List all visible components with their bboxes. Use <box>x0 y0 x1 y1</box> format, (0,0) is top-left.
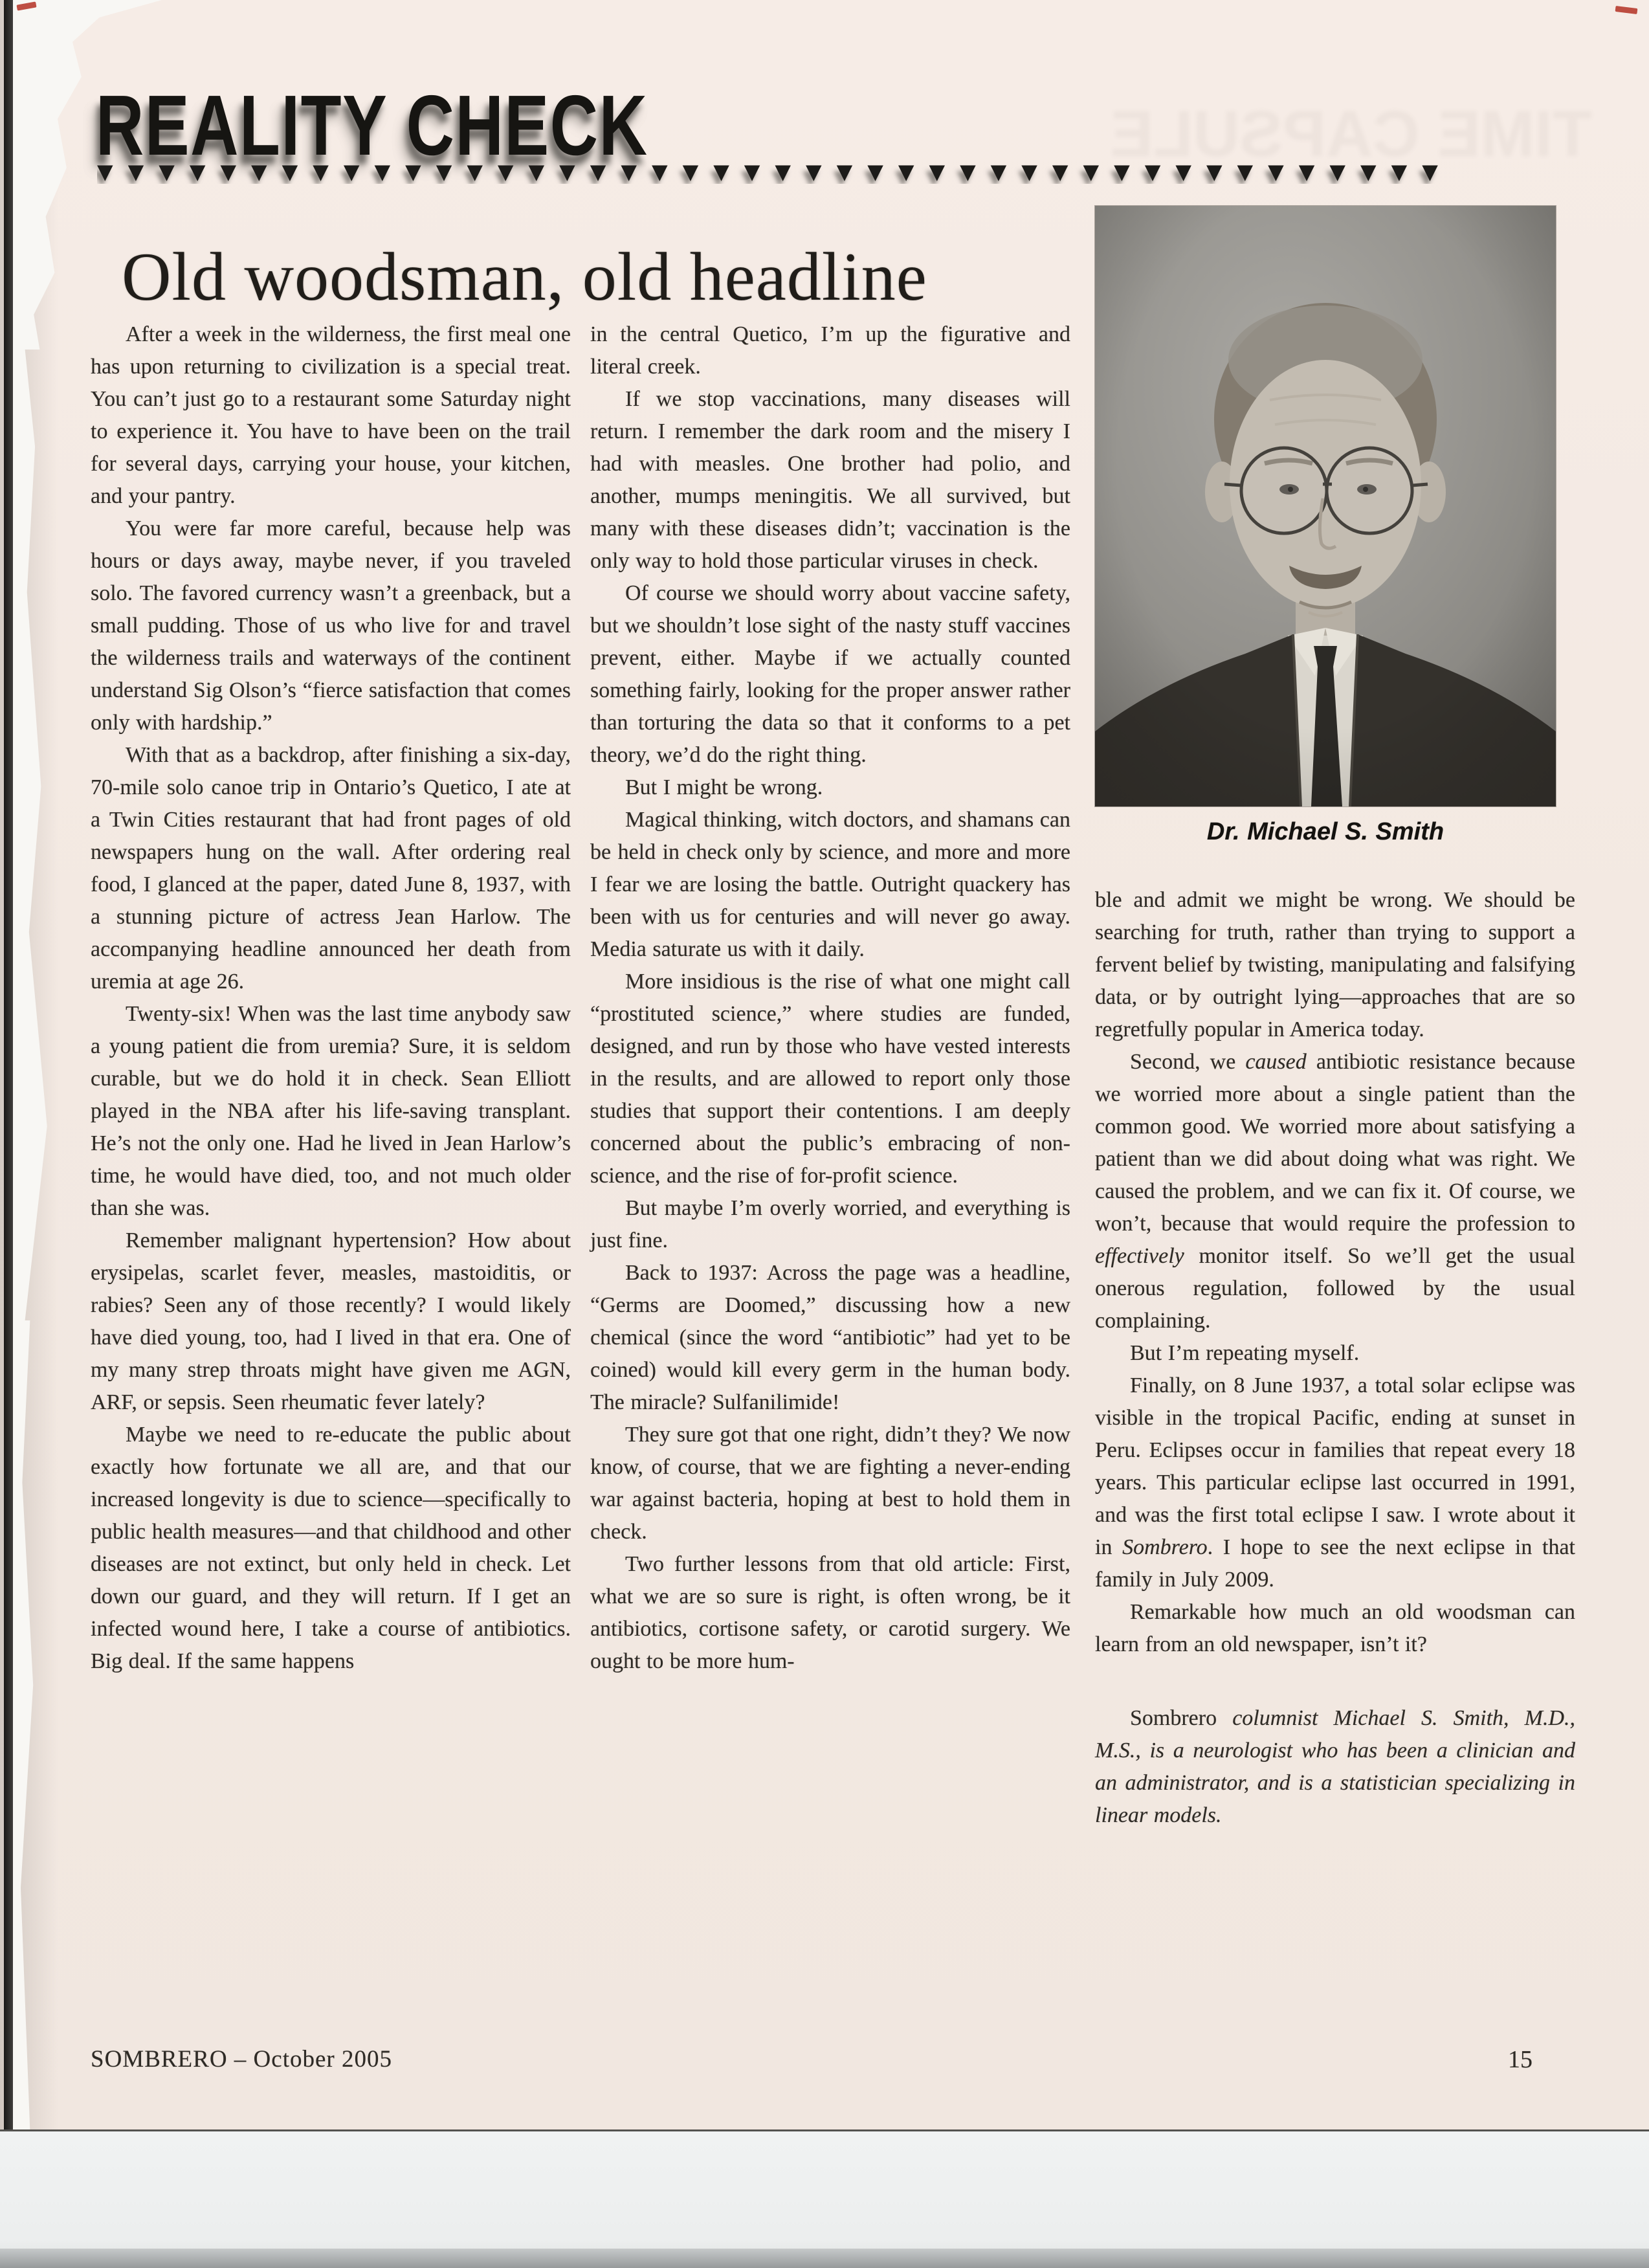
portrait-figure <box>1095 206 1556 848</box>
torn-paper-edge <box>13 1320 44 2131</box>
article-headline: Old woodsman, old headline <box>122 239 927 315</box>
text-column-2 <box>590 318 1070 1678</box>
scanner-bed <box>0 2131 1649 2268</box>
text-column-1 <box>91 318 571 1678</box>
paragraph: Twenty-six! When was the last time anybody saw a young patient die from uremia? Sure, it is seldom curable, but we do hold it in check. Sean Elliott played in the NBA after his life-saving transplant. He’s not the only one. Had he lived in Jean Harlow’s time, he would have died, too, and not much older than she was. <box>91 1002 571 1220</box>
column-3-text <box>1095 884 1575 1832</box>
paragraph: Remember malignant hypertension? How about erysipelas, scarlet fever, measles, mastoiditis, or rabies? Seen any of those recently? I would likely have died young, too, had I lived in that era. One of my many strep throats might have given me AGN, ARF, or sepsis. Seen rheumatic fever lately? <box>91 1228 571 1414</box>
scan-edge-shadow <box>4 0 14 2131</box>
paragraph: They sure got that one right, didn’t they? We now know, of course, that we are fighting a never-ending war against bacteria, hoping at best to hold them in check. <box>590 1423 1070 1544</box>
paragraph: After a week in the wilderness, the first meal one has upon returning to civilization is a special treat. You can’t just go to a restaurant some Saturday night to experience it. You have to have been on the trail for several days, carrying your house, your kitchen, and your pantry. <box>91 322 571 508</box>
red-mark <box>1615 6 1638 14</box>
scanner-bed-strip <box>0 2249 1649 2268</box>
triangle-divider-icon: ▼▼▼▼▼▼▼▼▼▼▼▼▼▼▼▼▼▼▼▼▼▼▼▼▼▼▼▼▼▼▼▼▼▼▼▼▼▼▼▼▼▼▼▼ <box>97 159 1453 184</box>
paragraph: More insidious is the rise of what one might call “prostituted science,” where studies are funded, designed, and run by those who have vested interests in the results, and are allowed to report only those studies that support their contentions. I am deeply concerned about the public’s embracing of non-science, and the rise of for-profit science. <box>590 970 1070 1188</box>
paragraph: But maybe I’m overly worried, and everything is just fine. <box>590 1196 1070 1252</box>
paragraph: Second, we caused antibiotic resistance because we worried more about a single patient than the common good. We worried more about satisfying a patient than we did about doing what was right. We caused the problem, and we can fix it. Of course, we won’t, because that would require the profession to effectively monitor itself. So we’ll get the usual onerous regulation, followed by the usual complaining. <box>1095 1050 1575 1333</box>
paragraph: Finally, on 8 June 1937, a total solar eclipse was visible in the tropical Pacific, ending at sunset in Peru. Eclipses occur in families that repeat every 18 years. This particular eclipse last occurred in 1991, and was the first total eclipse I saw. I wrote about it in Sombrero. I hope to see the next eclipse in that family in July 2009. <box>1095 1373 1575 1592</box>
photo-caption: Dr. Michael S. Smith <box>1206 818 1444 845</box>
author-bio: Sombrero columnist Michael S. Smith, M.D., M.S., is a neurologist who has been a clinician and an administrator, and is a statistician specializing in linear models. <box>1095 1706 1575 1827</box>
page-number: 15 <box>1508 2046 1533 2073</box>
portrait-photo <box>1095 206 1556 806</box>
paragraph: ble and admit we might be wrong. We should be searching for truth, rather than trying to support a fervent belief by twisting, manipulating and falsifying data, or by outright lying—approaches that are so regretfully popular in America today. <box>1095 888 1575 1041</box>
text-column-3 <box>1095 206 1575 1832</box>
paragraph: Two further lessons from that old article: First, what we are so sure is right, is often wrong, be it antibiotics, cortisone safety, or carotid surgery. We ought to be more hum- <box>590 1552 1070 1673</box>
bleed-through-ghost-text: TIME CAPSULE <box>1110 98 1592 170</box>
paragraph: in the central Quetico, I’m up the figurative and literal creek. <box>590 322 1070 379</box>
paragraph: Of course we should worry about vaccine safety, but we shouldn’t lose sight of the nasty stuff vaccines prevent, either. Maybe if we actually counted something fairly, looking for the proper answer rather than torturing the data so that it conforms to a pet theory, we’d do the right thing. <box>590 581 1070 767</box>
paragraph: With that as a backdrop, after finishing a six-day, 70-mile solo canoe trip in Ontario’s Quetico, I ate at a Twin Cities restaurant that had front pages of old newspapers hung on the wall. After ordering real food, I glanced at the paper, dated June 8, 1937, with a stunning picture of actress Jean Harlow. The accompanying headline announced her death from uremia at age 26. <box>91 743 571 994</box>
paragraph: But I’m repeating myself. <box>1130 1341 1360 1365</box>
paragraph: You were far more careful, because help was hours or days away, maybe never, if you traveled solo. The favored currency wasn’t a greenback, but a small pudding. Those of us who live for and travel the wilderness trails and waterways of the continent understand Sig Olson’s “fierce satisfaction that comes only with hardship.” <box>91 517 571 735</box>
paragraph: Back to 1937: Across the page was a headline, “Germs are Doomed,” discussing how a new chemical (since the word “antibiotic” had yet to be coined) would kill every germ in the human body. The miracle? Sulfanilimide! <box>590 1261 1070 1414</box>
paragraph: Remarkable how much an old woodsman can learn from an old newspaper, isn’t it? <box>1095 1600 1575 1656</box>
paragraph: Maybe we need to re-educate the public about exactly how fortunate we all are, and that our increased longevity is due to science—specifically to public health measures—and that childhood and other diseases are not extinct, but only held in check. Let down our guard, and they will return. If I get an infected wound here, I take a course of antibiotics. Big deal. If the same happens <box>91 1423 571 1673</box>
torn-paper-edge <box>13 350 53 1320</box>
paragraph: If we stop vaccinations, many diseases will return. I remember the dark room and the misery I had with measles. One brother had polio, and another, mumps meningitis. We all survived, but many with these diseases didn’t; vaccination is the only way to hold those particular viruses in check. <box>590 387 1070 573</box>
journal-footer: SOMBRERO – October 2005 <box>91 2046 392 2073</box>
paragraph: Magical thinking, witch doctors, and shamans can be held in check only by science, and more and more I fear we are losing the battle. Outright quackery has been with us for centuries and will never go away. Media saturate us with it daily. <box>590 808 1070 961</box>
paragraph: But I might be wrong. <box>625 775 823 799</box>
section-masthead: REALITY CHECK <box>96 78 648 173</box>
